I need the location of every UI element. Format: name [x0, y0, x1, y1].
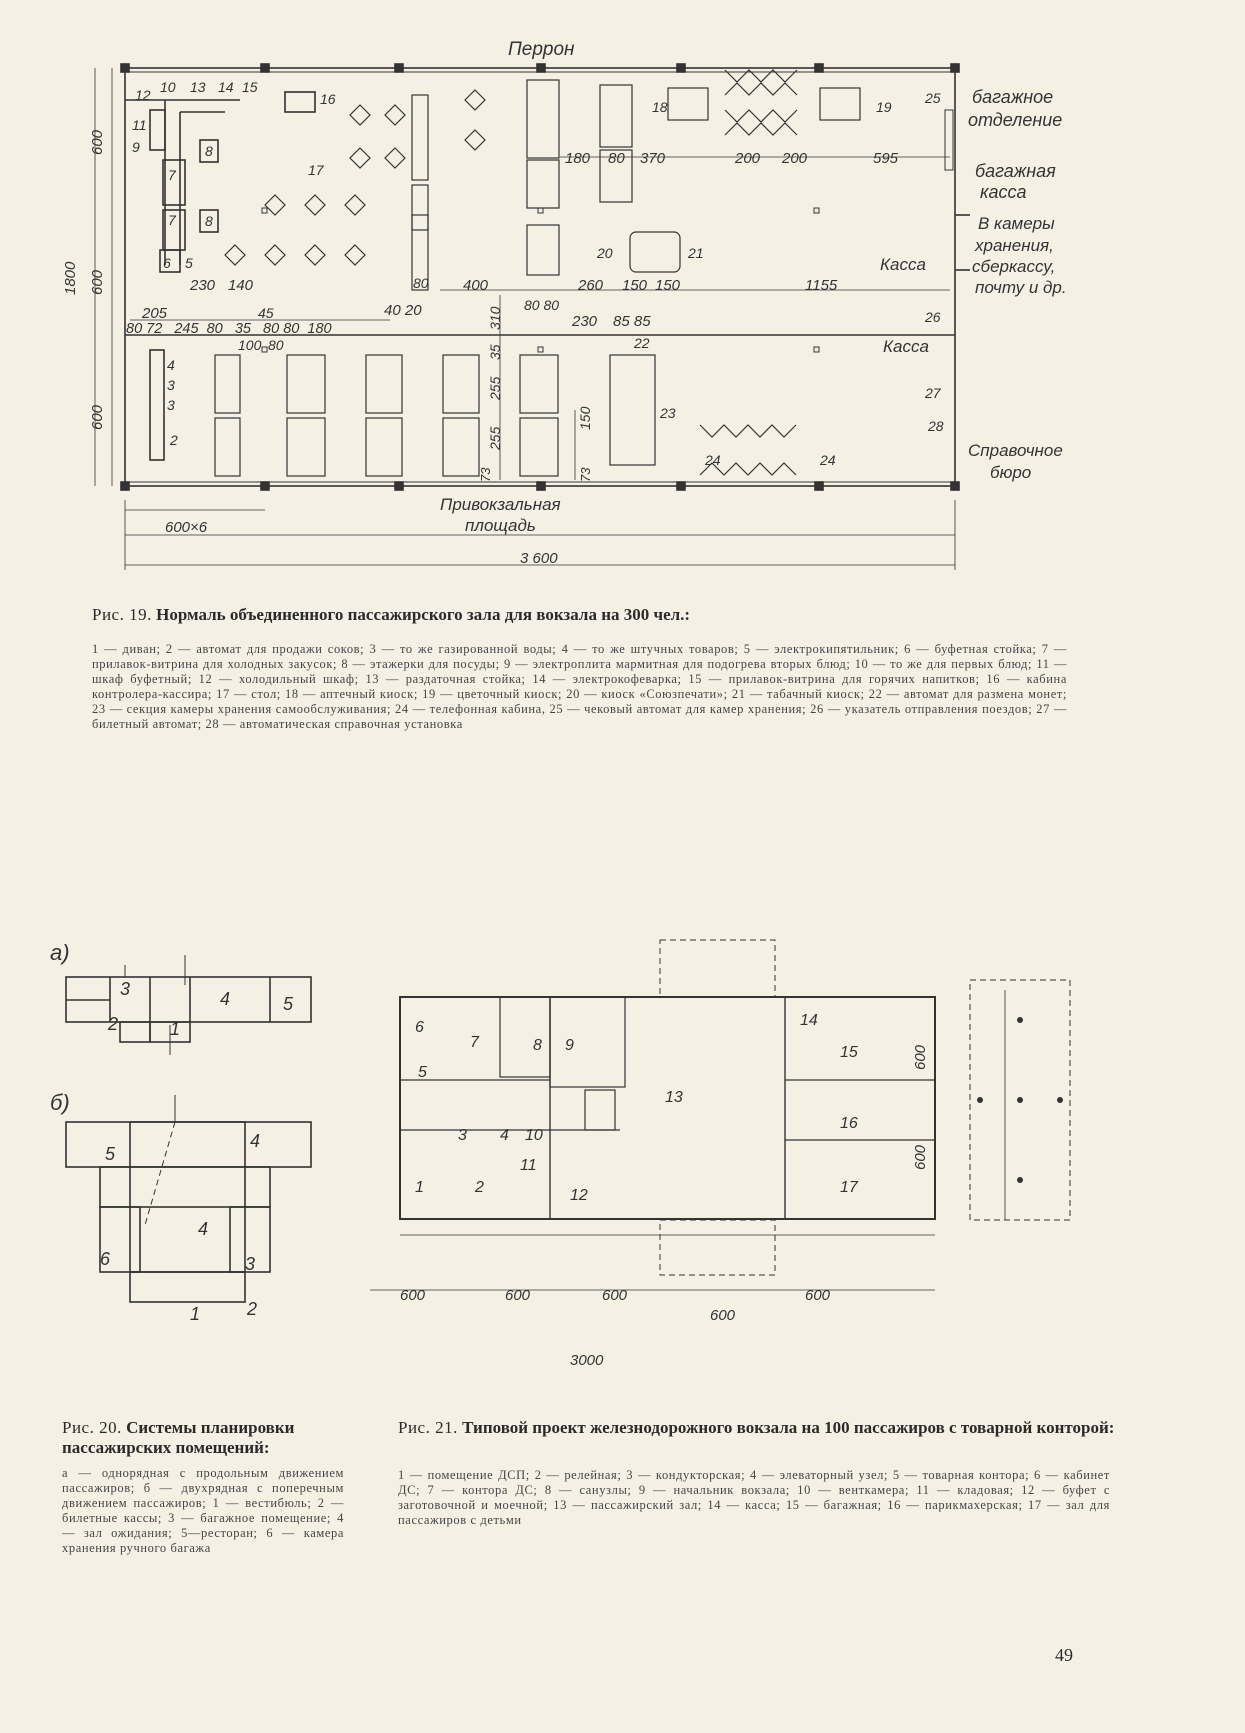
svg-text:205: 205	[142, 305, 168, 322]
svg-text:18: 18	[652, 99, 668, 115]
svg-text:6: 6	[100, 1249, 111, 1269]
svg-text:5: 5	[185, 255, 193, 271]
svg-text:1: 1	[190, 1304, 201, 1324]
svg-text:600: 600	[89, 129, 106, 155]
svg-text:180: 180	[565, 150, 591, 167]
svg-text:260: 260	[578, 277, 604, 294]
svg-text:5: 5	[105, 1144, 116, 1164]
svg-text:80: 80	[608, 150, 625, 167]
svg-text:3: 3	[120, 979, 131, 999]
svg-text:3: 3	[245, 1254, 256, 1274]
svg-text:13: 13	[665, 1089, 683, 1106]
svg-text:255: 255	[487, 426, 503, 450]
svg-text:б): б)	[50, 1090, 70, 1115]
svg-text:2: 2	[108, 1014, 119, 1034]
svg-text:3: 3	[458, 1127, 467, 1144]
svg-text:5: 5	[418, 1064, 427, 1081]
svg-text:6: 6	[163, 255, 171, 271]
fig19-caption-title: Рис. 19. Нормаль объединенного пассажирского зала для вокзала на 300 чел.:	[92, 605, 691, 624]
svg-text:22: 22	[634, 335, 650, 351]
svg-text:14: 14	[218, 79, 234, 95]
svg-text:16: 16	[840, 1115, 858, 1132]
svg-text:Привокзальная: Привокзальная	[440, 495, 561, 514]
svg-text:25: 25	[925, 90, 941, 106]
svg-text:4: 4	[198, 1219, 209, 1239]
fig20-caption-title: Рис. 20. Системы планировки пассажирских помещений:	[62, 1418, 295, 1457]
svg-text:3000: 3000	[570, 1352, 604, 1369]
svg-text:7: 7	[168, 167, 176, 183]
svg-text:370: 370	[640, 150, 666, 167]
svg-text:45: 45	[258, 305, 274, 321]
svg-text:Справочное: Справочное	[968, 441, 1063, 460]
svg-text:почту и др.: почту и др.	[975, 278, 1067, 297]
svg-text:230: 230	[190, 277, 216, 294]
svg-text:16: 16	[320, 91, 336, 107]
svg-text:4: 4	[167, 357, 175, 373]
svg-text:1: 1	[170, 1019, 181, 1039]
svg-text:сберкассу,: сберкассу,	[972, 257, 1056, 276]
svg-text:а): а)	[50, 940, 70, 965]
svg-text:12: 12	[570, 1187, 588, 1204]
svg-text:19: 19	[876, 99, 892, 115]
svg-text:2: 2	[475, 1179, 484, 1196]
svg-text:35: 35	[487, 344, 503, 360]
svg-text:площадь: площадь	[465, 516, 536, 535]
svg-text:2: 2	[247, 1299, 258, 1319]
figure-21-plan	[370, 930, 1100, 1390]
svg-text:80 72 245 80 35 80 80: 80 72 245 80 35 80 80 180	[126, 321, 332, 337]
svg-text:600: 600	[710, 1307, 736, 1324]
svg-text:14: 14	[800, 1012, 818, 1029]
svg-text:1: 1	[415, 1179, 424, 1196]
svg-text:73: 73	[478, 467, 493, 482]
svg-text:9: 9	[565, 1037, 574, 1054]
svg-text:Касса: Касса	[880, 255, 926, 274]
svg-text:10: 10	[525, 1127, 543, 1144]
svg-text:хранения,: хранения,	[975, 236, 1054, 255]
svg-text:600: 600	[602, 1287, 628, 1304]
svg-text:600×6: 600×6	[165, 519, 208, 536]
svg-text:150: 150	[622, 277, 648, 294]
svg-text:230: 230	[572, 313, 598, 330]
svg-text:200: 200	[782, 150, 808, 167]
svg-text:255: 255	[487, 376, 503, 400]
svg-text:150: 150	[655, 277, 681, 294]
svg-text:28: 28	[928, 418, 944, 434]
svg-text:80: 80	[268, 337, 284, 353]
svg-text:13: 13	[190, 79, 206, 95]
svg-text:600: 600	[912, 1044, 929, 1070]
svg-text:12: 12	[135, 87, 151, 103]
svg-text:3 600: 3 600	[520, 550, 558, 567]
svg-text:600: 600	[89, 404, 106, 430]
figure-20-schemes	[40, 925, 360, 1345]
fig19-legend: 1 — диван; 2 — автомат для продажи соков; 3 — то же газированной воды; 4 — то же штучных товаров; 5 — электрокипятильник; 6 — буфетная стойка; 7 — прилавок-витрина для холодных закусок; 8 — этажерки для посуды; 9 — электроплита мармитная для подогрева вторых блюд; 10 — то же для первых блюд; 11 — шкаф буфетный; 12 — холодильный шкаф; 13 — раздаточная стойка; 14 — электрокофеварка; 15 — прилавок-витрина для горячих напитков; 16 — кабина контролера-кассира; 17 — стол; 18 — аптечный киоск; 19 — цветочный киоск; 20 — киоск «Союзпечати»; 21 — табачный киоск; 22 — автомат для размена монет; 23 — секция камеры хранения самообслуживания; 24 — телефонная кабина, 25 — чековый автомат для камер хранения; 26 — указатель отправления поездов; 27 — билетный автомат; 28 — автоматическая справочная установка	[92, 642, 1067, 731]
svg-text:40 20: 40 20	[384, 302, 422, 319]
svg-text:4: 4	[250, 1131, 261, 1151]
svg-text:200: 200	[735, 150, 761, 167]
fig21-caption-title: Рис. 21. Типовой проект железнодорожного вокзала на 100 пассажиров с товарной конторой:	[398, 1418, 1115, 1437]
svg-text:8: 8	[205, 213, 213, 229]
svg-text:600: 600	[912, 1144, 929, 1170]
fig21-legend: 1 — помещение ДСП; 2 — релейная; 3 — кондукторская; 4 — элеваторный узел; 5 — товарная контора; 6 — кабинет ДС; 7 — контора ДС; 8 — санузлы; 9 — начальник вокзала; 10 — венткамера; 11 — кладовая; 12 — буфет с заготовочной и моечной; 13 — пассажирский зал; 14 — касса; 15 — багажная; 16 — парикмахерская; 17 — зал для пассажиров с детьми	[398, 1468, 1110, 1527]
svg-text:4: 4	[220, 989, 231, 1009]
svg-text:600: 600	[89, 269, 106, 295]
label-perron: Перрон	[508, 39, 575, 60]
svg-text:3: 3	[167, 397, 175, 413]
svg-text:73: 73	[578, 467, 593, 482]
svg-text:1155: 1155	[805, 277, 838, 294]
svg-text:100: 100	[238, 337, 262, 353]
svg-text:отделение: отделение	[968, 110, 1063, 130]
svg-text:багажная: багажная	[975, 161, 1056, 181]
svg-text:багажное: багажное	[972, 87, 1054, 107]
svg-text:8: 8	[533, 1037, 542, 1054]
svg-text:85 85: 85 85	[613, 313, 651, 330]
svg-text:Касса: Касса	[883, 337, 929, 356]
svg-text:21: 21	[688, 245, 704, 261]
svg-text:7: 7	[168, 212, 176, 228]
svg-text:7: 7	[470, 1034, 479, 1051]
svg-text:150: 150	[577, 406, 593, 430]
svg-text:27: 27	[925, 385, 941, 401]
svg-text:23: 23	[660, 405, 676, 421]
svg-text:1800: 1800	[62, 261, 79, 295]
svg-text:2: 2	[170, 432, 178, 448]
svg-text:бюро: бюро	[990, 463, 1032, 482]
svg-text:8: 8	[205, 143, 213, 159]
svg-text:24: 24	[820, 452, 836, 468]
svg-text:15: 15	[840, 1044, 858, 1061]
svg-text:В камеры: В камеры	[978, 214, 1055, 233]
svg-text:11: 11	[132, 117, 147, 133]
svg-text:9: 9	[132, 139, 140, 155]
svg-text:касса: касса	[980, 182, 1027, 202]
page-number: 49	[1055, 1645, 1073, 1665]
fig20-legend: а — однорядная с продольным движением пассажиров; б — двухрядная с поперечным движением пассажиров; 1 — вестибюль; 2 — билетные кассы; 3 — багажное помещение; 4 — зал ожидания; 5—ресторан; 6 — камера хранения ручного багажа	[62, 1466, 344, 1555]
svg-text:15: 15	[242, 79, 258, 95]
svg-text:4: 4	[500, 1127, 509, 1144]
svg-text:10: 10	[160, 79, 176, 95]
svg-text:600: 600	[505, 1287, 531, 1304]
figure-19-plan	[0, 0, 1245, 590]
svg-text:11: 11	[520, 1157, 537, 1174]
svg-text:600: 600	[805, 1287, 831, 1304]
svg-text:400: 400	[463, 277, 489, 294]
svg-text:20: 20	[597, 245, 613, 261]
svg-text:26: 26	[925, 309, 941, 325]
svg-text:24: 24	[705, 452, 721, 468]
svg-text:6: 6	[415, 1019, 424, 1036]
svg-text:600: 600	[400, 1287, 426, 1304]
svg-text:17: 17	[840, 1179, 858, 1196]
svg-text:5: 5	[283, 994, 294, 1014]
svg-text:80 80: 80 80	[524, 297, 560, 313]
svg-text:80: 80	[413, 275, 429, 291]
svg-text:595: 595	[873, 150, 899, 167]
svg-text:310: 310	[487, 306, 503, 330]
svg-text:3: 3	[167, 377, 175, 393]
svg-text:17: 17	[308, 162, 324, 178]
svg-text:140: 140	[228, 277, 254, 294]
